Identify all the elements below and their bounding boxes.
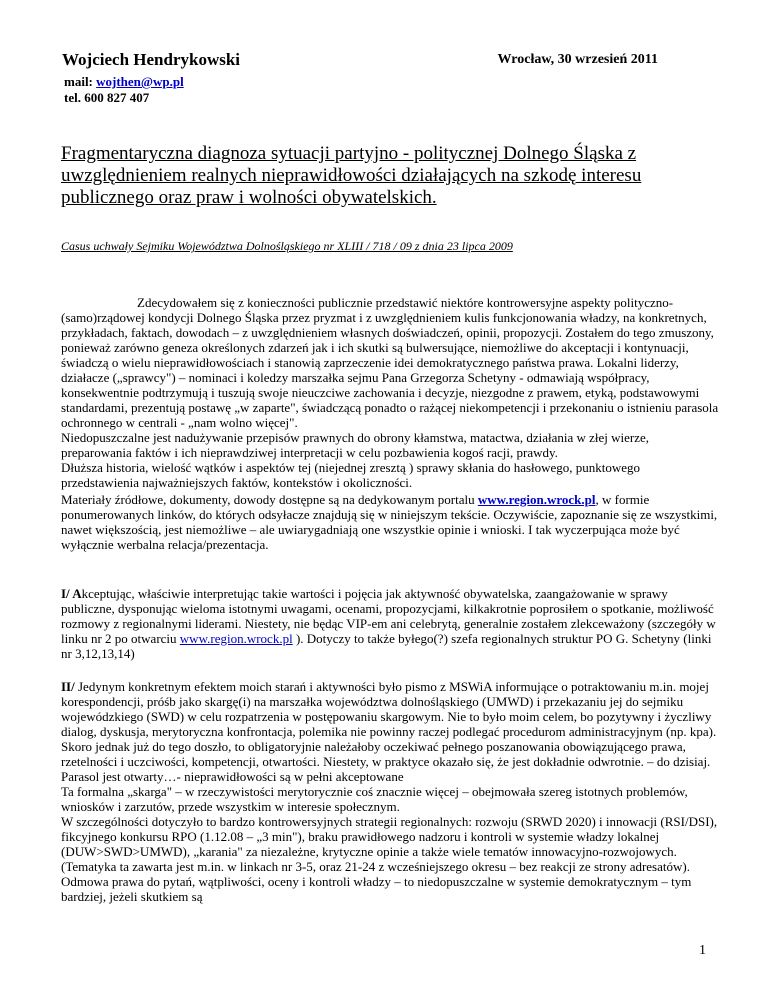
sources-text-start: Materiały źródłowe, dokumenty, dowody dostępne są na dedykowanym portalu bbox=[61, 492, 478, 507]
place-date: Wrocław, 30 wrzesień 2011 bbox=[497, 52, 658, 67]
casus-line: Casus uchwały Sejmiku Województwa Dolnośląskiego nr XLIII / 718 / 09 z dnia 23 lipca 2009 bbox=[61, 239, 513, 253]
mail-link[interactable]: wojthen@wp.pl bbox=[96, 74, 184, 89]
section-2-label: II/ bbox=[61, 679, 75, 694]
intro-paragraph bbox=[61, 295, 721, 490]
section-2 bbox=[61, 679, 721, 904]
intro-text: Zdecydowałem się z konieczności publicznie przedstawić niektóre kontrowersyjne aspekty polityczno-(samo)rządowej kondycji Dolnego Śląska przez pryzmat i z uwzględnieniem kulis funkcjonowania władzy, na konkretnych, przykładach, faktach, dowodach – z uwzględnieniem własnych doświadczeń, opinii, propozycji. Zostałem do tego zmuszony, ponieważ zarówno geneza określonych zdarzeń jak i ich skutki są bulwersujące, niemożliwe do akceptacji i kontynuacji, świadczą o wielu nieprawidłowościach i stanowią zaprzeczenie idei demokratycznego państwa prawa. Lokalni liderzy, działacze („sprawcy") – nominaci i koledzy marszałka sejmu Pana Grzegorza Schetyny - odmawiają współpracy, konsekwentnie podtrzymują i tuszują swoje nieuczciwe zachowania i decyzje, niezgodne z prawem, etyką, podstawowymi standardami, prezentują postawę „w zaparte", świadczącą ponadto o rażącej niekompetencji i przekonaniu o istnieniu parasola ochronnego w centrali - „nam wolno więcej". bbox=[61, 295, 719, 430]
contact-mail bbox=[64, 74, 184, 90]
section-1 bbox=[61, 586, 721, 661]
sources-text-end: , w formie ponumerowanych linków, do których odsyłacze znajdują się w niniejszym tekście. Oczywiście, zapoznanie się ze wszystkimi, nawet większością, jest niemożliwe – ale uwiarygadniają one wszystkie opinie i wnioski. I tak wyczerpująca może być wyłącznie werbalna relacja/prezentacja. bbox=[61, 492, 718, 552]
contact-phone: tel. 600 827 407 bbox=[64, 90, 150, 105]
document-title: Fragmentaryczna diagnoza sytuacji partyjno - politycznej Dolnego Śląska z uwzględnieniem realnych nieprawidłowości działających na szkodę interesu publicznego oraz praw i wolności obywatelskich. bbox=[61, 143, 642, 208]
section-1-label: I/ A bbox=[61, 586, 82, 601]
section-1-text-end: ). Dotyczy to także byłego(?) szefa regionalnych struktur PO G. Schetyny (linki nr 3,12,13,14) bbox=[61, 631, 712, 661]
section-2-text-c: W szczególności dotyczyło to bardzo kontrowersyjnych strategii regionalnych: rozwoju (SRWD 2020) i innowacji (RSI/DSI), fikcyjnego konkursu RPO (1.12.08 – „3 min"), braku prawidłowego nadzoru i kontroli w systemie władzy lokalnej (DUW>SWD>UMWD), „karania" za niezależne, krytyczne opinie a także wiele tematów innowacyjno-rozwojowych. (Tematyka ta zawarta jest m.in. w linkach nr 3-5, oraz 21-24 z wcześniejszego okresu – bez reakcji ze strony adresatów). Odmowa prawa do pytań, wątpliwości, oceny i kontroli władzy – to niedopuszczalne w systemie demokratycznym – tym bardziej, jeżeli skutkiem są bbox=[61, 814, 718, 904]
intro-text-2: Niedopuszczalne jest nadużywanie przepisów prawnych do obrony kłamstwa, matactwa, działania w złej wierze, preparowania faktów i ich nieprawdziwej interpretacji w celu pozbawienia kogoś racji, prawdy. bbox=[61, 430, 650, 460]
page-number: 1 bbox=[699, 943, 706, 958]
section-1-text: kceptując, właściwie interpretując takie wartości i pojęcia jak aktywność obywatelska, zaangażowanie w sprawy publiczne, dysponując wieloma istotnymi uwagami, ocenami, propozycjami, kilkakrotnie poprosiłem o spotkanie, możliwość rozmowy z regionalnymi liderami. Niestety, nie będąc VIP-em ani celebrytą, generalnie zostałem zlekceważony (szczegóły w linku nr 2 po otwarciu bbox=[61, 586, 716, 646]
section-2-text-b: Ta formalna „skarga" – w rzeczywistości merytorycznie coś znacznie więcej – obejmowała szereg istotnych problemów, wniosków i zarzutów, przede wszystkim w interesie społecznym. bbox=[61, 784, 688, 814]
sources-paragraph bbox=[61, 492, 721, 552]
mail-label: mail: bbox=[64, 74, 97, 89]
author-name: Wojciech Hendrykowski bbox=[62, 50, 241, 69]
section-1-link[interactable]: www.region.wrock.pl bbox=[179, 631, 293, 646]
intro-text-3: Dłuższa historia, wielość wątków i aspektów tej (niejednej zresztą ) sprawy skłania do hasłowego, punktowego przedstawienia najważniejszych faktów, kontekstów i okoliczności. bbox=[61, 460, 641, 490]
portal-link[interactable]: www.region.wrock.pl bbox=[477, 492, 596, 507]
section-2-text: Jedynym konkretnym efektem moich starań i aktywności było pismo z MSWiA informujące o potraktowaniu m.in. mojej korespondencji, próśb jako skargę(i) na marszałka województwa dolnośląskiego (UMWD) i przekazaniu jej do sejmiku wojewódzkiego (SWD) w celu rozpatrzenia w postępowaniu skargowym. Nie to było moim celem, bo pozytywny i życzliwy dialog, dyskusja, merytoryczna konfrontacja, polemika nie powinny raczej podlegać procedurom administracyjnym (np. kpa). Skoro jednak już do tego doszło, to obligatoryjnie należałoby oczekiwać pełnego poszanowania obowiązującego prawa, rzetelności i uczciwości, kompetencji, otwartości. Niestety, w praktyce okazało się, że jest dokładnie odwrotnie. – do dzisiaj. Parasol jest otwarty…- nieprawidłowości są w pełni akceptowane bbox=[61, 679, 717, 784]
